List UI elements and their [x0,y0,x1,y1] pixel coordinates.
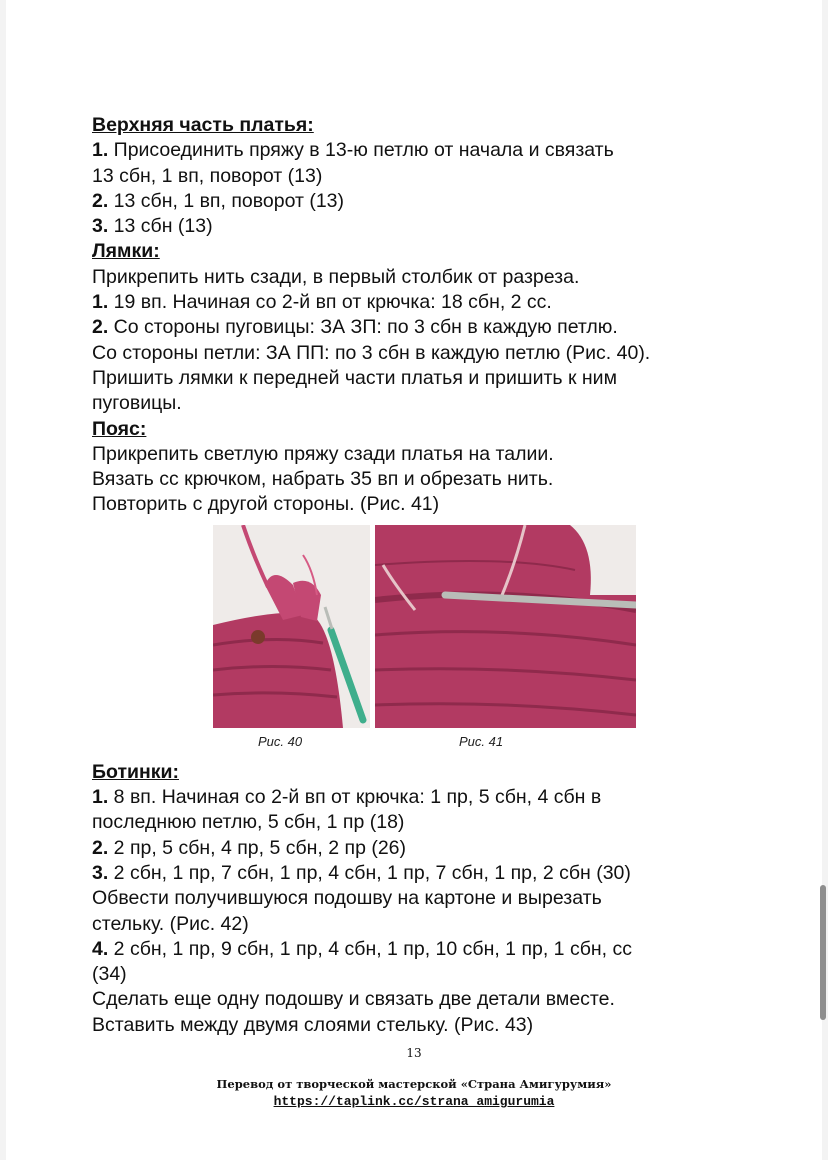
page-number: 13 [406,1046,422,1060]
line-text: Повторить с другой стороны. (Рис. 41) [92,493,440,516]
instruction-line [92,189,732,214]
line-text: пуговицы. [92,392,182,415]
document-content [92,113,732,1038]
section-heading: Верхняя часть платья: [92,114,314,136]
line-text: 8 вп. Начиная со 2-й вп от крючка: 1 пр, 5 сбн, 4 сбн в [108,786,602,809]
line-text: 2 сбн, 1 пр, 7 сбн, 1 пр, 4 сбн, 1 пр, 7 сбн, 1 пр, 2 сбн (30) [108,861,631,884]
instruction-line [92,366,732,391]
belt-photo [375,525,636,728]
credit-text: Перевод от творческой мастерской «Страна Амигурумия» [216,1077,612,1091]
instruction-line [92,164,732,189]
instruction-line [92,937,732,962]
row-number: 3. [92,215,109,238]
photo-row [92,525,732,760]
row-number: 1. [92,139,109,162]
instruction-line [92,138,732,163]
line-text: 2 пр, 5 сбн, 4 пр, 5 сбн, 2 пр (26) [108,836,407,859]
line-text: Прикрепить светлую пряжу сзади платья на талии. [92,442,554,465]
instruction-line [92,785,732,810]
instruction-line [92,442,732,467]
instruction-line [92,492,732,517]
instruction-line [92,290,732,315]
line-text: Присоединить пряжу в 13-ю петлю от начала и связать [108,139,614,162]
figure-caption: Рис. 40 [258,733,303,749]
row-number: 2. [92,836,109,859]
instruction-line [92,810,732,835]
line-text: Прикрепить нить сзади, в первый столбик от разреза. [92,265,580,288]
row-number: 1. [92,786,109,809]
scrollbar[interactable] [820,885,826,1020]
instruction-line [92,315,732,340]
figure-caption: Рис. 41 [459,733,504,749]
photo-fig-40 [213,525,370,728]
section-heading: Пояс: [92,417,147,440]
instruction-line [92,912,732,937]
line-text: 13 сбн, 1 вп, поворот (13) [92,164,323,187]
line-text: Сделать еще одну подошву и связать две детали вместе. [92,988,615,1011]
row-number: 2. [92,316,109,339]
line-text: 19 вп. Начиная со 2-й вп от крючка: 18 сбн, 2 сс. [108,291,552,314]
line-text: Вязать сс крючком, набрать 35 вп и обрезать нить. [92,468,554,491]
section-dress-top [92,113,732,239]
section-heading: Ботинки: [92,760,179,783]
section-straps [92,239,732,416]
taplink-link[interactable]: https://taplink.cc/strana_amigurumia [273,1094,555,1109]
section-belt [92,417,732,518]
line-text: Со стороны петли: ЗА ПП: по 3 сбн в каждую петлю (Рис. 40). [92,341,651,364]
photo-fig-41 [375,525,636,728]
line-text: 2 сбн, 1 пр, 9 сбн, 1 пр, 4 сбн, 1 пр, 10 сбн, 1 пр, 1 сбн, сс [108,937,632,960]
line-text: 13 сбн, 1 вп, поворот (13) [108,189,345,212]
line-text: стельку. (Рис. 42) [92,912,249,935]
instruction-line [92,886,732,911]
instruction-line [92,1013,732,1038]
line-text: 13 сбн (13) [108,215,213,238]
row-number: 2. [92,189,109,212]
line-text: последнюю петлю, 5 сбн, 1 пр (18) [92,811,405,834]
dress-strap-photo [213,525,370,728]
line-text: Со стороны пуговицы: ЗА ЗП: по 3 сбн в каждую петлю. [108,316,618,339]
line-text: (34) [92,963,127,986]
instruction-line [92,467,732,492]
instruction-line [92,391,732,416]
row-number: 3. [92,861,109,884]
line-text: Обвести получившуюся подошву на картоне и вырезать [92,887,602,910]
row-number: 4. [92,937,109,960]
instruction-line [92,987,732,1012]
line-text: Вставить между двумя слоями стельку. (Рис. 43) [92,1013,534,1036]
row-number: 1. [92,291,109,314]
instruction-line [92,861,732,886]
section-boots [92,760,732,1038]
instruction-line [92,836,732,861]
instruction-line [92,962,732,987]
instruction-line [92,265,732,290]
line-text: Пришить лямки к передней части платья и пришить к ним [92,366,617,389]
instruction-line [92,341,732,366]
section-heading: Лямки: [92,240,160,263]
instruction-line [92,214,732,239]
footer-credit [6,1076,822,1110]
